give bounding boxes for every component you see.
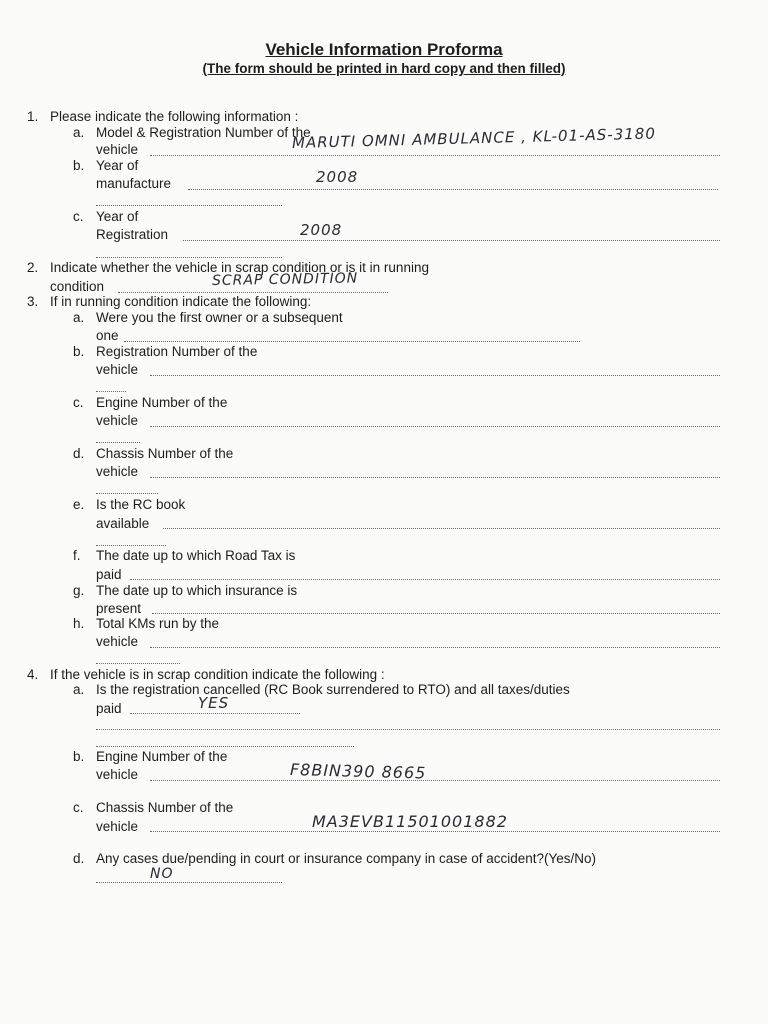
q4b-handwritten-answer: F8BIN390 8665: [289, 760, 427, 783]
q4a-answer-line-3: [96, 746, 354, 747]
q4c-handwritten-answer: MA3EVB11501001882: [312, 812, 508, 831]
q3d-label-cont: vehicle: [96, 464, 139, 479]
q3h-label: Total KMs run by the: [96, 616, 220, 631]
q1-text: Please indicate the following information :: [50, 109, 299, 124]
q2-text: Indicate whether the vehicle in scrap condition or is it in running: [50, 260, 429, 275]
q1a-label-cont: vehicle: [96, 142, 139, 157]
q3g-answer-line: [152, 613, 720, 614]
q4b-label-cont: vehicle: [96, 767, 139, 782]
q4a-letter: a.: [73, 682, 85, 697]
q4c-answer-line: [150, 831, 720, 832]
q3e-answer-line: [163, 528, 720, 529]
q3h-label-cont: vehicle: [96, 634, 139, 649]
q4-number: 4.: [27, 667, 39, 682]
q3a-label: Were you the first owner or a subsequent: [96, 310, 343, 325]
q3g-label-cont: present: [96, 601, 142, 616]
q3b-answer-line-2: [96, 391, 126, 392]
q1a-letter: a.: [73, 125, 85, 140]
q2-answer-line: [118, 292, 388, 293]
q3e-label: Is the RC book: [96, 497, 186, 512]
q4c-letter: c.: [73, 800, 84, 815]
q3g-label: The date up to which insurance is: [96, 583, 298, 598]
q1a-label: Model & Registration Number of the: [96, 125, 311, 140]
q4d-answer-line: [96, 882, 282, 883]
q3b-letter: b.: [73, 344, 85, 359]
q2-text-cont: condition: [50, 279, 105, 294]
q3a-letter: a.: [73, 310, 85, 325]
q4d-handwritten-answer: NO: [150, 866, 174, 882]
q4d-letter: d.: [73, 851, 85, 866]
q3f-letter: f.: [73, 548, 81, 563]
q3h-answer-line-2: [96, 663, 180, 664]
q3c-answer-line: [150, 426, 720, 427]
q3c-letter: c.: [73, 395, 84, 410]
q4c-label-cont: vehicle: [96, 819, 139, 834]
q3-number: 3.: [27, 294, 39, 309]
form-subtitle: (The form should be printed in hard copy and then filled): [202, 61, 566, 76]
q1b-answer-line-2: [96, 205, 282, 206]
q1b-label: Year of: [96, 158, 139, 173]
q3e-label-cont: available: [96, 516, 150, 531]
q3c-label-cont: vehicle: [96, 413, 139, 428]
q3b-label: Registration Number of the: [96, 344, 258, 359]
q3d-answer-line: [150, 477, 720, 478]
q1c-answer-line: [183, 240, 720, 241]
q3h-answer-line: [150, 647, 720, 648]
q1-number: 1.: [27, 109, 39, 124]
q3d-letter: d.: [73, 446, 85, 461]
q1b-answer-line: [188, 189, 718, 190]
q3c-answer-line-2: [96, 442, 140, 443]
q2-number: 2.: [27, 260, 39, 275]
q3f-label-cont: paid: [96, 567, 122, 582]
q3c-label: Engine Number of the: [96, 395, 228, 410]
q3e-letter: e.: [73, 497, 85, 512]
q3b-answer-line: [150, 375, 720, 376]
q4b-answer-line: [150, 780, 720, 781]
q4a-answer-line: [130, 713, 300, 714]
q3b-label-cont: vehicle: [96, 362, 139, 377]
q1b-letter: b.: [73, 158, 85, 173]
q4a-answer-line-2: [96, 729, 720, 730]
q1c-answer-line-2: [96, 257, 282, 258]
q1c-handwritten-answer: 2008: [300, 221, 343, 239]
q4a-label: Is the registration cancelled (RC Book surrendered to RTO) and all taxes/duties: [96, 682, 570, 697]
q3-text: If in running condition indicate the following:: [50, 294, 312, 309]
q1c-label: Year of: [96, 209, 139, 224]
q4a-label-cont: paid: [96, 701, 122, 716]
q1a-answer-line: [150, 155, 720, 156]
q3a-answer-line: [124, 341, 580, 342]
q1b-label-cont: manufacture: [96, 176, 172, 191]
form-title: Vehicle Information Proforma: [265, 40, 503, 59]
q3f-answer-line: [130, 579, 720, 580]
q4d-label: Any cases due/pending in court or insurance company in case of accident?(Yes/No): [96, 851, 597, 866]
q1c-letter: c.: [73, 209, 84, 224]
q1b-handwritten-answer: 2008: [316, 168, 359, 186]
q3f-label: The date up to which Road Tax is: [96, 548, 296, 563]
q1c-label-cont: Registration: [96, 227, 169, 242]
q4b-letter: b.: [73, 749, 85, 764]
q2-handwritten-answer: SCRAP CONDITION: [211, 270, 359, 289]
q3h-letter: h.: [73, 616, 85, 631]
q4a-handwritten-answer: YES: [198, 694, 230, 712]
q3g-letter: g.: [73, 583, 85, 598]
q1a-handwritten-answer: MARUTI OMNI AMBULANCE , KL-01-AS-3180: [291, 124, 657, 152]
q3d-answer-line-2: [96, 493, 158, 494]
q3e-answer-line-2: [96, 545, 166, 546]
q4b-label: Engine Number of the: [96, 749, 228, 764]
q3a-label-cont: one: [96, 328, 119, 343]
q3d-label: Chassis Number of the: [96, 446, 234, 461]
q4c-label: Chassis Number of the: [96, 800, 234, 815]
q4-text: If the vehicle is in scrap condition indicate the following :: [50, 667, 385, 682]
